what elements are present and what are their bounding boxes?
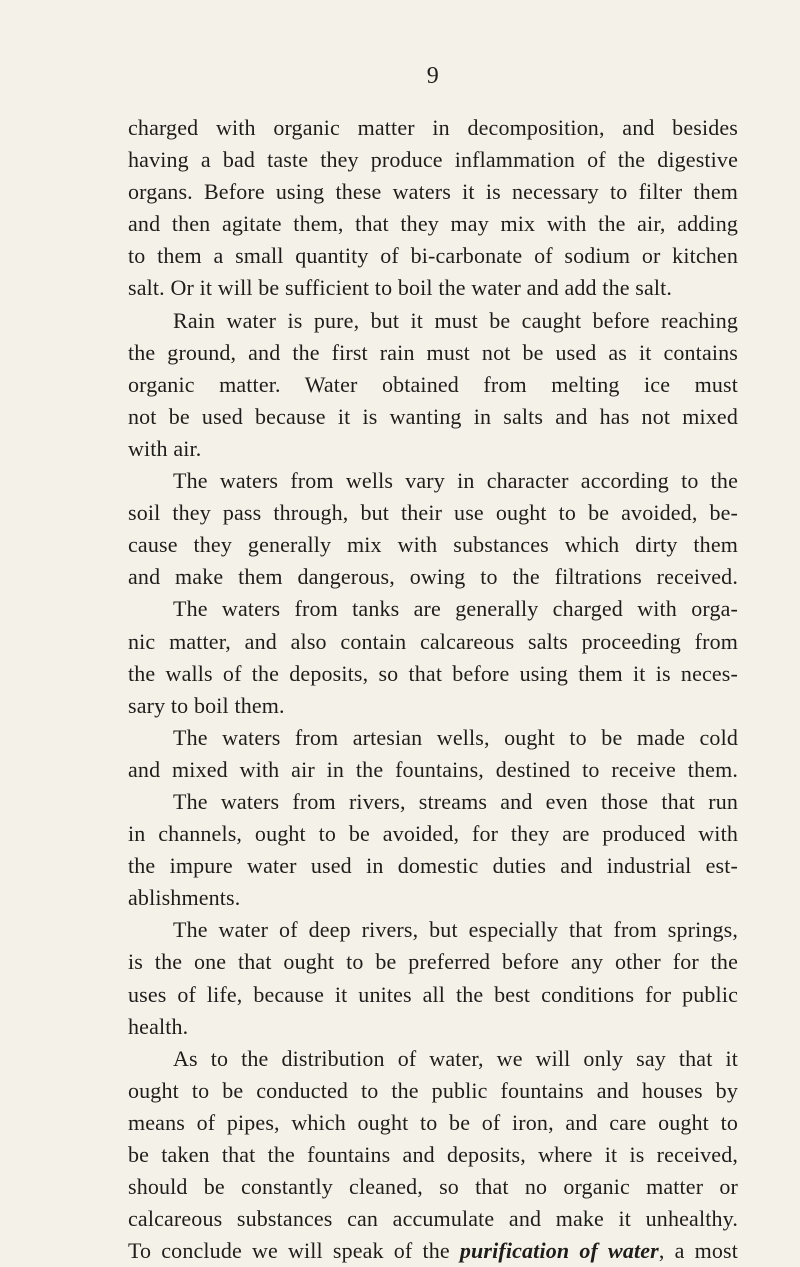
text-line-6: salt. Or it will be sufficient to boil the water and add the salt. (128, 275, 673, 301)
text-line-25: ablishments. (128, 885, 241, 911)
text-line-15: and make them dangerous, owing to the filtrations received. (128, 564, 738, 590)
text-line-31: ought to be conducted to the public fountains and houses by (128, 1077, 738, 1103)
text-line-23: in channels, ought to be avoided, for they are produced with (128, 821, 738, 847)
text-line-24: the impure water used in domestic duties and industrial est- (128, 853, 738, 879)
text-line-27: is the one that ought to be preferred before any other for the (128, 949, 738, 975)
page-number: 9 (426, 63, 440, 89)
text-line-14: cause they generally mix with substances which dirty them (128, 532, 738, 558)
text-line-3: organs. Before using these waters it is necessary to filter them (128, 179, 738, 205)
text-line-12: The waters from wells vary in character according to the (173, 468, 738, 494)
final-line-before: To conclude we will speak of the (128, 1238, 460, 1264)
text-line-32: means of pipes, which ought to be of iron, and care ought to (128, 1109, 738, 1135)
text-line-19: sary to boil them. (128, 692, 285, 718)
text-line-22: The waters from rivers, streams and even those that run (173, 788, 738, 814)
text-line-7: Rain water is pure, but it must be caught before reaching (173, 307, 738, 333)
text-line-18: the walls of the deposits, so that before using them it is neces- (128, 660, 738, 686)
text-line-16: The waters from tanks are generally charged with orga- (173, 596, 738, 622)
text-line-17: nic matter, and also contain calcareous salts proceeding from (128, 628, 738, 654)
final-line-after: , a most (658, 1238, 738, 1264)
text-line-36 (128, 1235, 738, 1267)
text-line-28: uses of life, because it unites all the best conditions for public (128, 981, 738, 1007)
text-line-8: the ground, and the first rain must not be used as it contains (128, 339, 738, 365)
text-line-1: charged with organic matter in decomposition, and besides (128, 115, 738, 140)
text-line-33: be taken that the fountains and deposits, where it is received, (128, 1142, 738, 1167)
text-line-21: and mixed with air in the fountains, destined to receive them. (128, 756, 738, 782)
text-line-11: with air. (128, 435, 202, 461)
text-line-34: should be constantly cleaned, so that no organic matter or (128, 1174, 738, 1200)
text-line-29: health. (128, 1013, 189, 1039)
text-line-20: The waters from artesian wells, ought to be made cold (173, 724, 738, 750)
text-line-10: not be used because it is wanting in salts and has not mixed (128, 403, 738, 429)
text-line-9: organic matter. Water obtained from melting ice must (128, 371, 738, 397)
text-line-13: soil they pass through, but their use ought to be avoided, be- (128, 500, 738, 526)
text-line-26: The water of deep rivers, but especially that from springs, (173, 917, 738, 943)
body-text (128, 112, 738, 1267)
text-line-5: to them a small quantity of bi-carbonate of sodium or kitchen (128, 243, 738, 269)
purification-of-water-emphasis: purification of water (459, 1238, 659, 1264)
text-line-2: having a bad taste they produce inflammation of the digestive (128, 147, 738, 173)
text-line-4: and then agitate them, that they may mix with the air, adding (128, 211, 738, 237)
text-line-35: calcareous substances can accumulate and make it unhealthy. (128, 1206, 738, 1232)
text-line-30: As to the distribution of water, we will only say that it (173, 1045, 738, 1071)
